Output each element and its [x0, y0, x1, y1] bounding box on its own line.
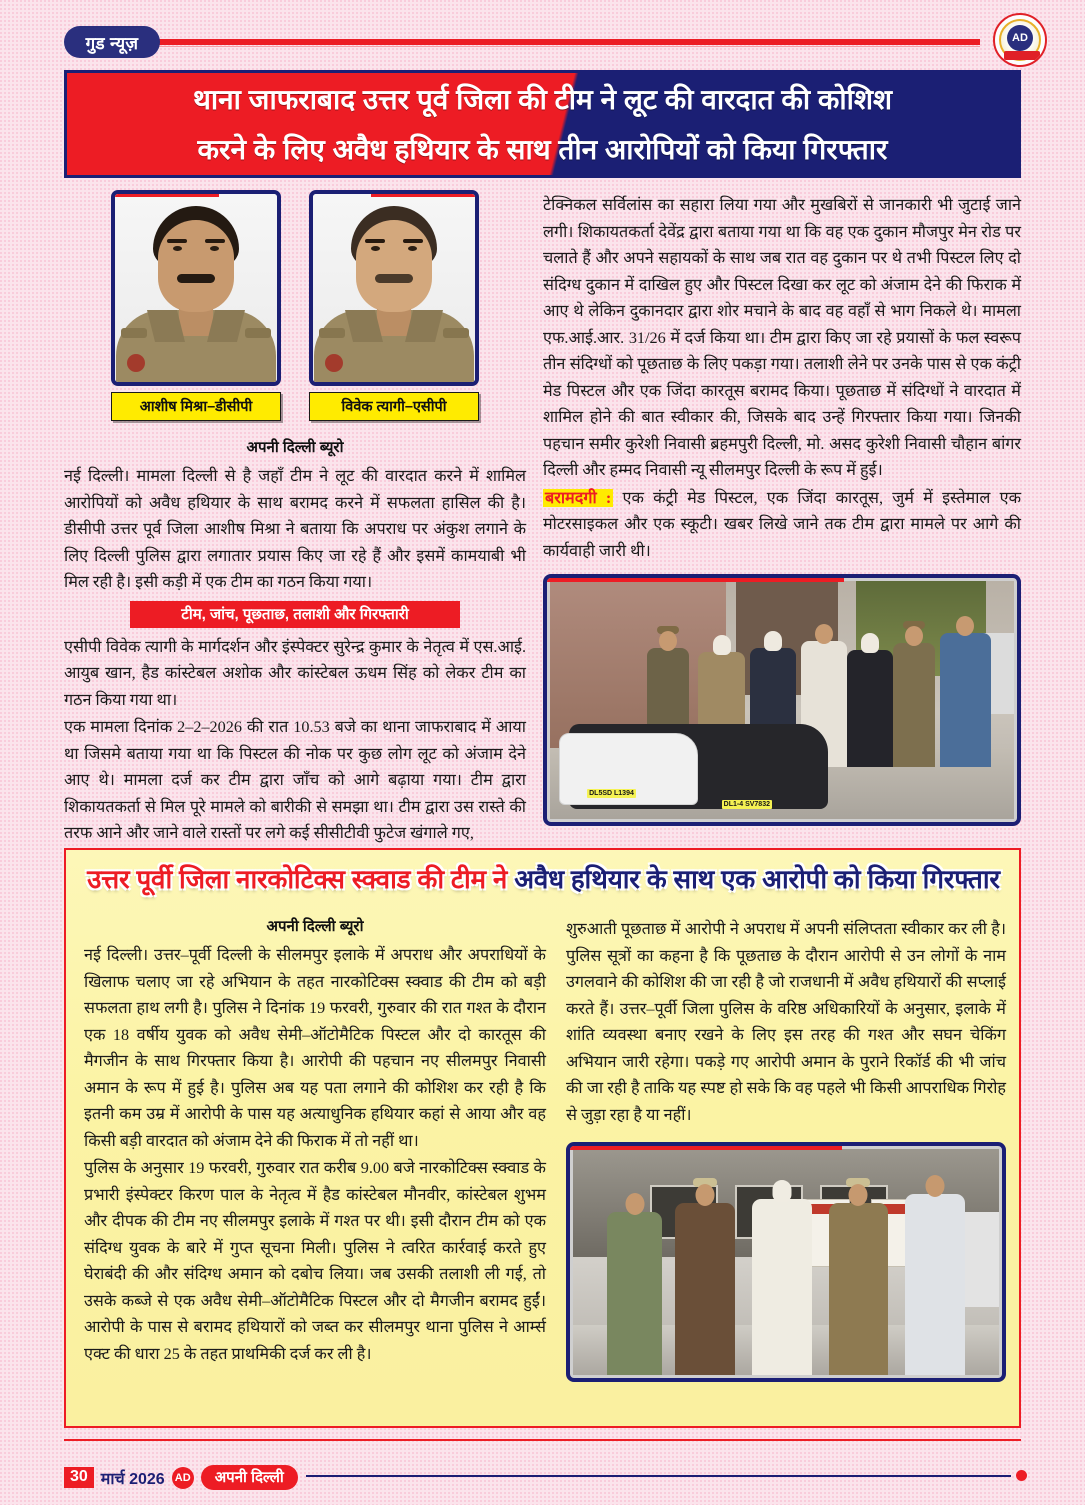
officer-caption-2: विवेक त्यागी–एसीपी [309, 392, 479, 421]
officer-caption-1: आशीष मिश्रा–डीसीपी [111, 392, 281, 421]
article2-headline-blue: अवैध हथियार के साथ एक आरोपी को किया गिरफ्तार [514, 864, 1000, 894]
publication-name: अपनी दिल्ली [201, 1465, 298, 1490]
footer-end-dot [1016, 1470, 1027, 1481]
article1-left-body-cont [64, 634, 526, 847]
bystander-head [815, 624, 833, 644]
article2-left-body [84, 942, 546, 1367]
article1-subheading: टीम, जांच, पूछताछ, तलाशी और गिरफ्तारी [130, 601, 460, 628]
header-divider-rule [100, 39, 980, 45]
scene2-officer-plainclothes-left [607, 1212, 662, 1375]
scooter-number-plate: DL5SD L1394 [589, 789, 634, 797]
officer-head [905, 626, 923, 646]
officer-head [696, 1184, 715, 1206]
section-tag-badge: गुड न्यूज़ [64, 26, 160, 58]
portrait-moustache [375, 274, 413, 283]
officer-head [625, 1193, 644, 1215]
article2-left-column [84, 916, 546, 1368]
article1-right-para1: टेक्निकल सर्विलांस का सहारा लिया गया और मुखबिरों से जानकारी भी जुटाई जाने लगी। शिकायतकर्ता देवेंद्र द्वारा बताया गया था कि वह एक दुकान मौजपुर मेन रोड पर चलाते हैं और अपने सहायकों के साथ जब रात वह दुकान पर थे तभी पिस्टल लिए दो संदिग्ध दुकान में दाखिल हुए और पिस्टल दिखा कर लूट को अंजाम देने की फिराक में आए थे लेकिन दुकानदार द्वारा शोर मचाने के बाद वह वहाँ से भाग निकले थे। मामला एफ.आई.आर. 31/26 में दर्ज किया था। टीम द्वारा किए जा रहे प्रयासों के फल स्वरूप तीन संदिग्धों को पूछताछ के लिए पकड़ा गया। तलाशी लेने पर उनके पास से एक कंट्री मेड पिस्टल और एक जिंदा कारतूस बरामद किया। पूछताछ में संदिग्धों ने वारदात में शामिल होने की बात स्वीकार की, जिसके बाद उन्हें गिरफ्तार किया गया। जिनकी पहचान समीर कुरेशी निवासी ब्रहमपुरी दिल्ली, मो. असद कुरेशी निवासी चौहान बांगर दिल्ली और हम्मद निवासी न्यू सीलमपुर दिल्ली के रूप में हुई। [543, 196, 1021, 479]
portrait-brow-left [365, 239, 385, 243]
scene-officer-plainclothes [940, 633, 991, 766]
officer-head [849, 1184, 868, 1206]
scene2-accused [752, 1199, 812, 1375]
portrait-epaulette-left [121, 328, 147, 338]
scene2-officer-uniform-right [829, 1203, 889, 1375]
article1-left-column [64, 190, 526, 848]
article1-headline-line2: करने के लिए अवैध हथियार के साथ तीन आरोपियों को किया गिरफ्तार [197, 134, 888, 165]
article1-headline-text [67, 73, 1018, 175]
article1-right-body [543, 192, 1021, 564]
article1-photo-inner [550, 581, 1014, 819]
portrait-eye-left [371, 246, 380, 251]
portrait-epaulette-left [319, 328, 345, 338]
portrait-brow-right [403, 239, 423, 243]
article1-arrest-photo [543, 574, 1021, 826]
article1-left-para1: नई दिल्ली। मामला दिल्ली से है जहाँ टीम ने लूट की वारदात करने में शामिल आरोपियों को अवैध हथियार के साथ बरामद करने में सफलता हासिल की है। डीसीपी उत्तर पूर्व जिला आशीष मिश्रा ने बताया कि अपराध पर अंकुश लगाने के लिए दिल्ली पुलिस द्वारा लगातार प्रयास किए जा रहे हैं और इसमें कामयाबी भी मिल रही है। इसी कड़ी में एक टीम का गठन किया गया। [64, 467, 526, 591]
scene-accused-3 [847, 650, 893, 767]
portrait-brow-right [205, 239, 225, 243]
officer-head [659, 631, 677, 651]
article2-headline [74, 862, 1013, 896]
portrait-uniform-badge [325, 354, 343, 372]
article1-left-body [64, 463, 526, 596]
accused-masked-head [772, 1180, 791, 1202]
recovery-label: बरामदगी : [545, 488, 612, 507]
portrait-brow-left [167, 239, 187, 243]
page-header [0, 0, 1085, 70]
footer-logo-icon: AD [172, 1467, 194, 1489]
publication-emblem-icon [993, 13, 1047, 67]
accused-masked-head [713, 635, 731, 655]
emblem-base-ribbon [1004, 51, 1040, 60]
arrest-scene-1 [550, 581, 1014, 819]
scene-officer-2 [893, 643, 935, 767]
officer-head [926, 1175, 945, 1197]
footer-info-bar [64, 1465, 298, 1490]
officer-portrait-group [64, 190, 526, 421]
accused-masked-head [861, 633, 879, 653]
article2-photo-inner [573, 1149, 999, 1375]
article2-right-column [566, 916, 1006, 1382]
article1-left-para2: एसीपी विवेक त्यागी के मार्गदर्शन और इंस्पेक्टर सुरेन्द्र कुमार के नेतृत्व में एस.आई. आयुब खान, हैड कांस्टेबल अशोक और कांस्टेबल ऊधम सिंह को लेकर टीम का गठन किया गया था। [64, 637, 526, 709]
officer-portrait-1 [111, 190, 281, 421]
emblem-monogram: AD [1007, 25, 1033, 51]
portrait-eye-right [408, 246, 417, 251]
article2-left-para2: पुलिस के अनुसार 19 फरवरी, गुरुवार रात करीब 9.00 बजे नारकोटिक्स स्क्वाड के प्रभारी इंस्पेक्टर किरण पाल के नेतृत्व में हैड कांस्टेबल मौनवीर, कांस्टेबल शुभम और दीपक की टीम नए सीलमपुर इलाके में गश्त पर थी। इसी दौरान टीम को एक संदिग्ध युवक के बारे में गुप्त सूचना मिली। पुलिस ने त्वरित कार्रवाई करते हुए घेराबंदी की और संदिग्ध अमान को दबोच लिया। जब उसकी तलाशी ली गई, तो उसके कब्जे से एक अवैध सेमी–ऑटोमैटिक पिस्टल और दो मैगजीन बरामद हुईं। आरोपी के पास से बरामद हथियारों को जब्त कर सीलमपुर थाना पुलिस ने आर्म्स एक्ट की धारा 25 के तहत प्राथमिकी दर्ज कर ली है। [84, 1159, 546, 1363]
officer-head [956, 616, 974, 636]
article1-recovery-para [543, 485, 1021, 565]
article1-right-column [543, 186, 1021, 826]
portrait-eye-left [173, 246, 182, 251]
article2-left-para1: नई दिल्ली। उत्तर–पूर्वी दिल्ली के सीलमपुर इलाके में अपराध और अपराधियों के खिलाफ चलाए जा रहे अभियान के तहत नारकोटिक्स स्क्वाड की टीम को बड़ी सफलता हाथ लगी है। पुलिस ने दिनांक 19 फरवरी, गुरुवार की रात गश्त के दौरान एक 18 वर्षीय युवक को अवैध सेमी–ऑटोमैटिक पिस्टल और दो कारतूस की मैगजीन के साथ गिरफ्तार किया है। आरोपी की पहचान नए सीलमपुर निवासी अमान के रूप में हुई है। पुलिस अब यह पता लगाने की कोशिश कर रही है कि इतनी कम उम्र में आरोपी के पास यह अत्याधुनिक हथियार कहां से आया और वह किसी बड़ी वारदात को अंजाम देने की फिराक में तो नहीं था। [84, 946, 546, 1150]
article2-arrest-photo [566, 1142, 1006, 1382]
portrait-epaulette-right [245, 328, 271, 338]
arrest-scene-2 [573, 1149, 999, 1375]
page-number: 30 [64, 1467, 94, 1488]
portrait-face [158, 220, 234, 312]
portrait-face [356, 220, 432, 312]
officer-photo-frame-1 [111, 190, 281, 386]
article2-right-para1: शुरुआती पूछताछ में आरोपी ने अपराध में अपनी संलिप्तता स्वीकार कर ली है। पुलिस सूत्रों का कहना है कि पूछताछ के दौरान आरोपी से उन लोगों के नाम उगलवाने की कोशिश की जा रही है जो राजधानी में अवैध हथियारों की सप्लाई करते हैं। उत्तर–पूर्वी जिला पुलिस के वरिष्ठ अधिकारियों के अनुसार, इलाके में शांति व्यवस्था बनाए रखने के लिए इस तरह की गश्त और सघन चेकिंग अभियान जारी रहेगा। पकड़े गए आरोपी अमान के पुराने रिकॉर्ड की भी जांच की जा रही है ताकि यह स्पष्ट हो सके कि वह पहले भी किसी आपराधिक गिरोह से जुड़ा रहा है या नहीं। [566, 920, 1006, 1124]
article1-headline-banner [64, 70, 1021, 178]
officer-portrait-2 [309, 190, 479, 421]
accused-masked-head [764, 631, 782, 651]
motorcycle-number-plate: DL1-4 SV7832 [723, 801, 770, 809]
footer-accent-line [306, 1475, 1011, 1477]
article2-right-body [566, 916, 1006, 1128]
article2-panel [64, 848, 1021, 1428]
article2-byline: अपनी दिल्ली ब्यूरो [266, 918, 364, 935]
footer-divider-rule [64, 1439, 1021, 1441]
officer-photo-frame-2 [309, 190, 479, 386]
article1-headline-line1: थाना जाफराबाद उत्तर पूर्व जिला की टीम ने लूट की वारदात की कोशिश [192, 84, 893, 115]
portrait-epaulette-right [443, 328, 469, 338]
issue-date: मार्च 2026 [100, 1470, 165, 1488]
scene2-officer-plainclothes-right [905, 1194, 965, 1375]
page-footer [0, 1433, 1085, 1505]
article1-left-para3: एक मामला दिनांक 2–2–2026 की रात 10.53 बजे का थाना जाफराबाद में आया था जिसमे बताया गया था कि पिस्टल की नोक पर कुछ लोग लूट को अंजाम देने आए थे। मामला दर्ज कर टीम द्वारा जाँच को आगे बढ़ाया गया। टीम द्वारा शिकायतकर्ता से मिल पूरे मामले को बारीकी से समझा था। टीम द्वारा उस रास्ते की तरफ आने और जाने वाले रास्तों पर लगे कई सीसीटीवी फुटेज खंगाले गए, [64, 718, 526, 842]
portrait-uniform-badge [127, 354, 145, 372]
article1-byline: अपनी दिल्ली ब्यूरो [246, 439, 344, 456]
article2-headline-red: उत्तर पूर्वी जिला नारकोटिक्स स्क्वाड की टीम ने [87, 864, 508, 894]
scene2-officer-uniform-left [675, 1203, 735, 1375]
portrait-eye-right [210, 246, 219, 251]
recovery-text: एक कंट्री मेड पिस्टल, एक जिंदा कारतूस, जुर्म में इस्तेमाल एक मोटरसाइकल और एक स्कूटी। खबर लिखे जाने तक टीम द्वारा मामले पर आगे की कार्यवाही जारी थी। [543, 488, 1021, 560]
portrait-moustache [177, 274, 215, 283]
